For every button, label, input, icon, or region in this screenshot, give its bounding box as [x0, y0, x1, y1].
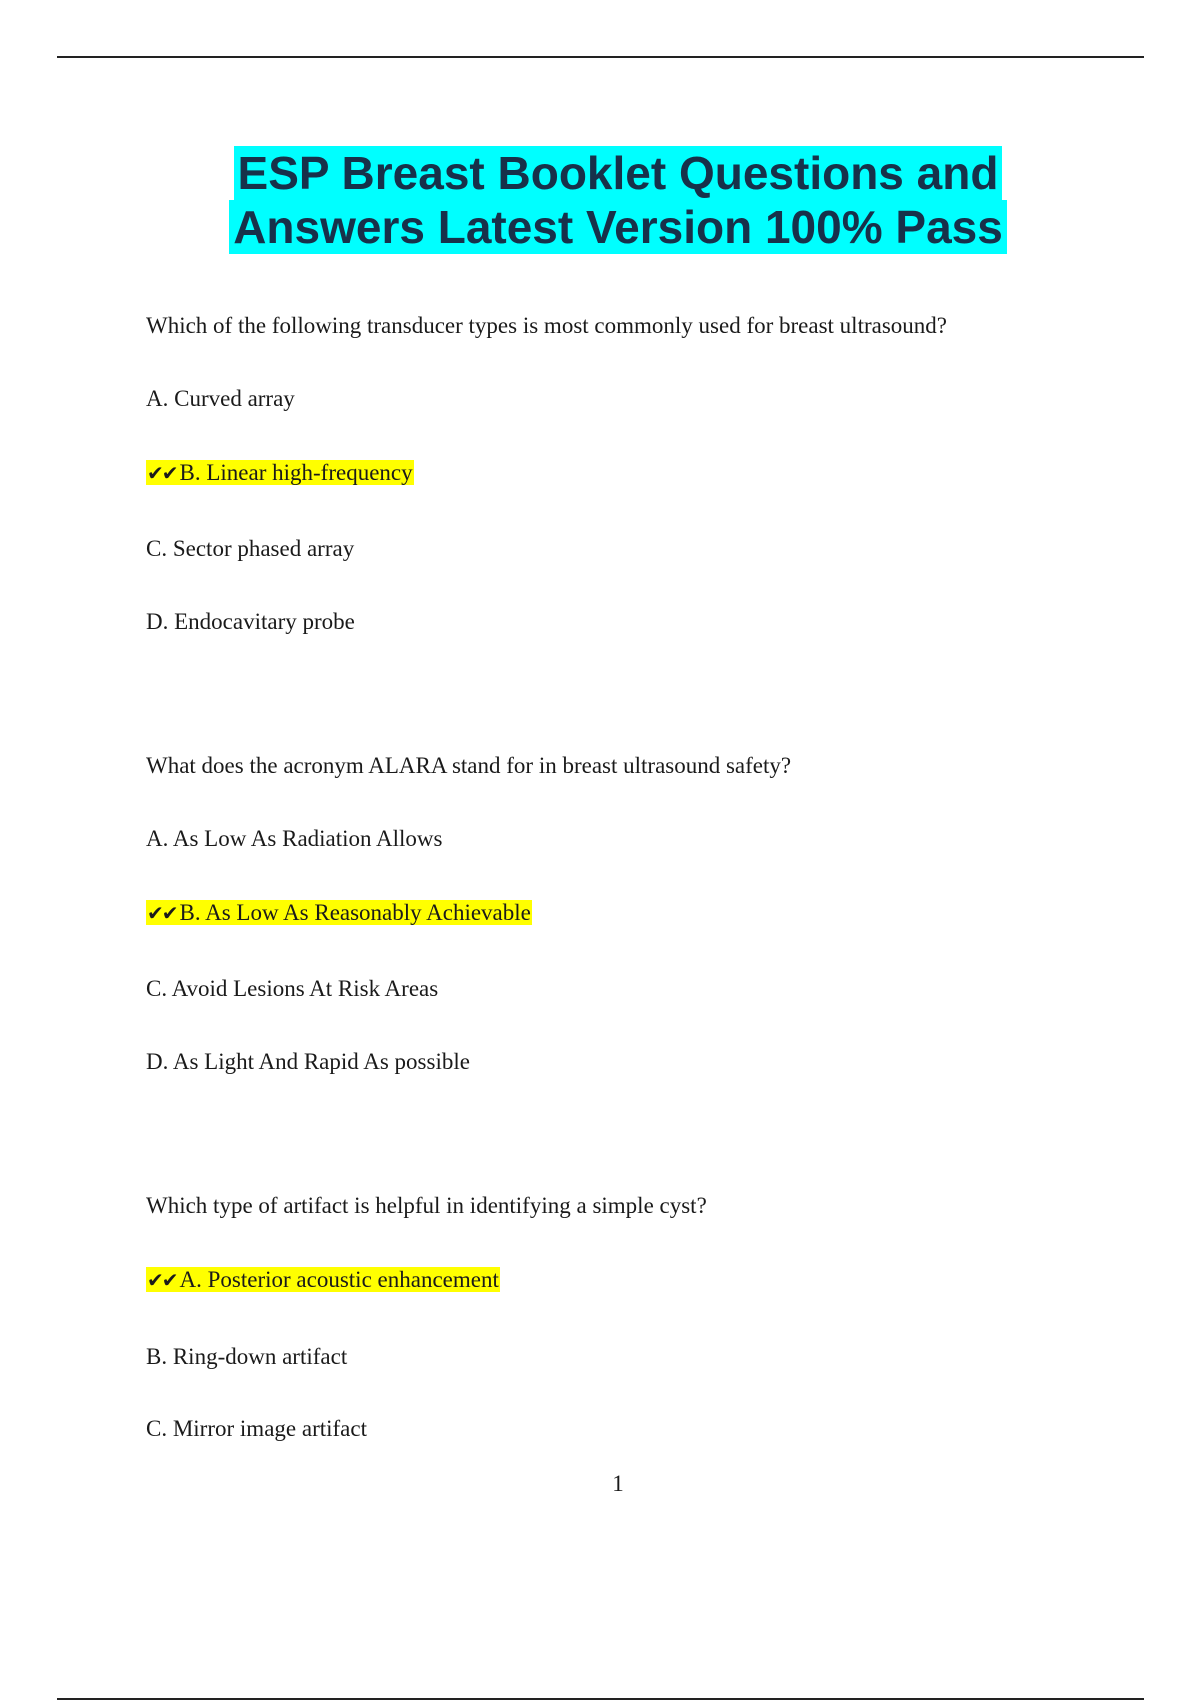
question-2-option-a: A. As Low As Radiation Allows [146, 826, 443, 851]
question-2-option-c: C. Avoid Lesions At Risk Areas [146, 976, 439, 1001]
question-2-text: What does the acronym ALARA stand for in breast ultrasound safety? [146, 753, 792, 778]
question-1-option-a: A. Curved array [146, 386, 295, 411]
question-3-option-b: B. Ring-down artifact [146, 1344, 348, 1369]
correct-answer-highlight [146, 900, 532, 925]
double-check-icon: ✔✔ [147, 901, 177, 925]
question-3-option-c: C. Mirror image artifact [146, 1416, 367, 1441]
question-3-text: Which type of artifact is helpful in identifying a simple cyst? [146, 1193, 707, 1218]
option-label: A. Posterior acoustic enhancement [179, 1267, 499, 1292]
question-1-option-b-correct [146, 458, 414, 488]
option-label: B. Linear high-frequency [179, 460, 413, 485]
header-rule [57, 56, 1144, 58]
question-3-option-a-correct [146, 1265, 500, 1295]
title-line-2: Answers Latest Version 100% Pass [229, 200, 1007, 254]
question-1-option-c: C. Sector phased array [146, 536, 355, 561]
correct-answer-highlight [146, 460, 414, 485]
double-check-icon: ✔✔ [147, 461, 177, 485]
page-number: 1 [612, 1471, 624, 1496]
question-2-option-d: D. As Light And Rapid As possible [146, 1049, 470, 1074]
title-line-1: ESP Breast Booklet Questions and [234, 146, 1003, 200]
question-1-text: Which of the following transducer types is most commonly used for breast ultrasound? [146, 313, 947, 338]
question-2-option-b-correct [146, 898, 532, 928]
double-check-icon: ✔✔ [147, 1268, 177, 1292]
document-title [0, 146, 1200, 254]
option-label: B. As Low As Reasonably Achievable [179, 900, 531, 925]
question-1-option-d: D. Endocavitary probe [146, 609, 355, 634]
correct-answer-highlight [146, 1267, 500, 1292]
